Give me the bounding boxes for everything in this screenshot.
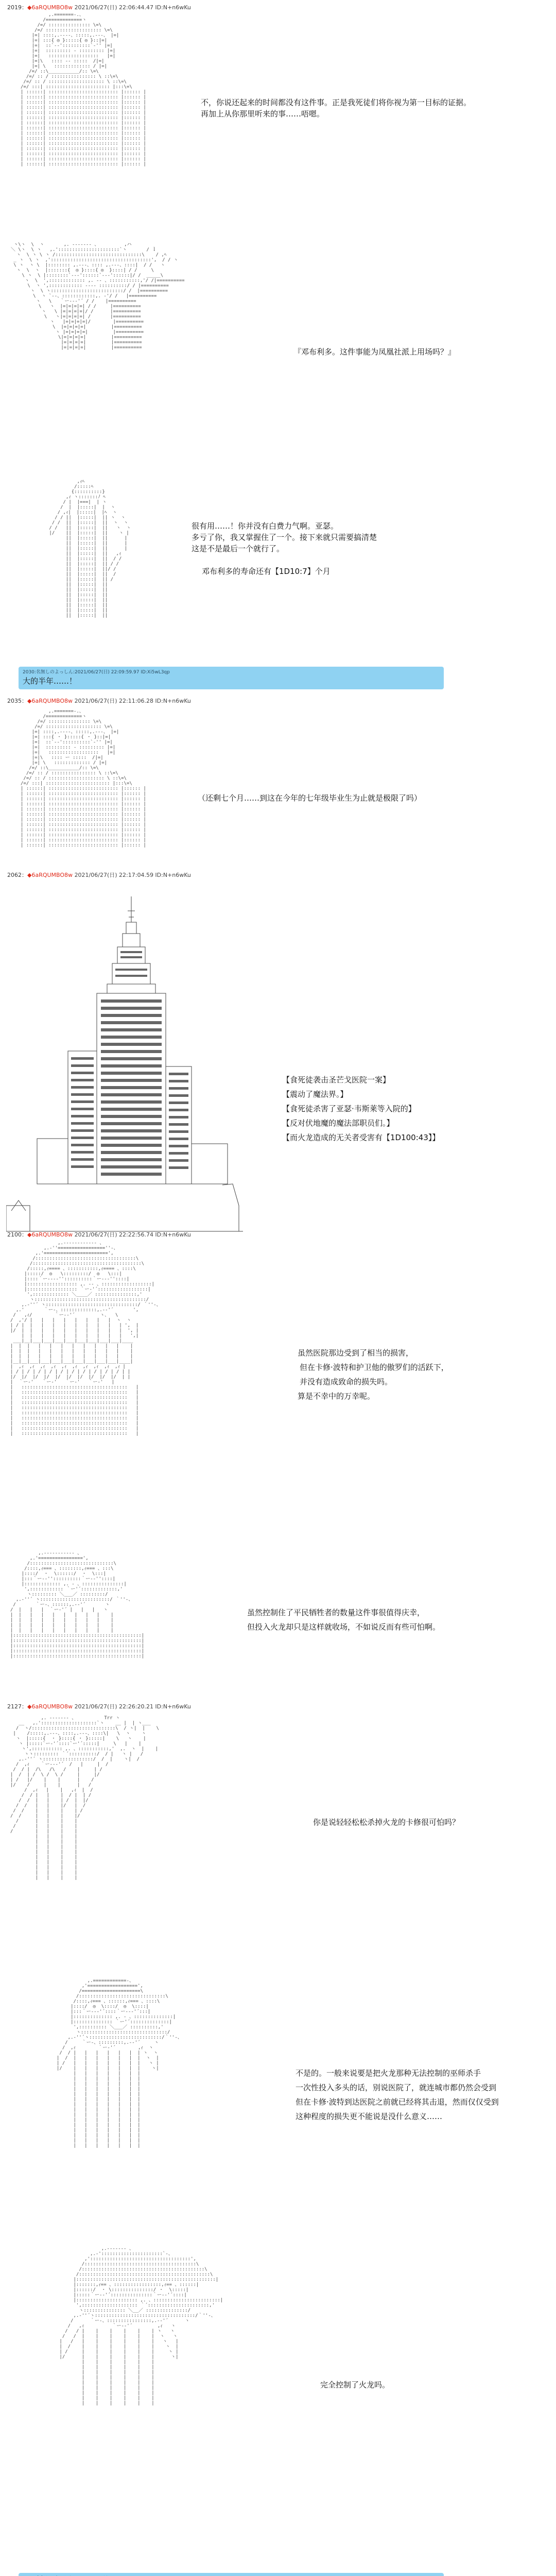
dialogue-text: 不，你说还起来的时间都没有这件事。正是我死徒们将你视为第一目标的证据。 再加上从你那里听来的事……唔嗯。: [201, 98, 472, 118]
ascii-art-figure: ,.-‐‐‐‐‐- 、 ,.-'::::::::::::::::::::::`-、 ,'::::::::::::::::::::::::::::::::::::', /::::::::::::::::::::::::::::::::::::::::\ /::::::::::::::::::::::::::::::::::::::::::::\ /:::::::::::::::::::::::::::::::::::::::::::::::\ |::::::::::::::::::::::::::::::::::::::::::::::::::| |:::::::,ｨ== 、:::::::::::::::::,ｨ== 、::::::| |::::::/ ・ \:::::::::::::::/ ・ \:::::| |:::::｀ー‐‐'´:::::::::::::::｀ー‐‐'´::::| |:::::::::::::::::::::: ,. 、::::::::::::::::::::::::| ',:::::::::::::::::::: ｀´::::::::::::::::::::::,' ヽ::::::::::::::: ＼__／ :::::::::::::::/ ,.-''´ヽ::::::::::::::::::::::::::::::::::::/｀''-、 / ｀ー-、::::::::::::::::,.-‐'´ ヽ / ,ｨ ｀ー‐‐'´ ,ｨ ヽ / / | | | | | | ヽ ヽ / / | | | | | | ヽ ヽ | / | | | | | | ヽ | | / | | | | | | ヽ | | / | | | | | | ヽ | |/ | | | | | | ヽ| | | | | | | | | | | | | | | | | | | | | | | | | | | | | | | | | | | | | | | | | | | | | | | | | | | | | | |: [59, 2246, 223, 2406]
ascii-art-figure: ,.-‐‐‐‐‐‐‐‐‐‐- 、 ,.-''=================''-、 ,.'=======================', /::::::::::::::::::::::::::::::::::::\ /:::::::::::::::::::::::::::::::::::::::\ /:::::,ｨ==== 、:::::::::::,ｨ==== 、::::\ |:::::/ ◎ \:::::::::/ ◎ \:::| |::::｀ー‐‐‐‐''::::::::::｀ー‐‐‐''::::| |:::::::::::::::::: ,. ‐‐ 、::::::::::::::::::| |:::::::::::::::::: ｀ー‐'´::::::::::::::::::| ',::::::::::::: ＼____／ :::::::::::::::,' ヽ::::::::::::::::::::::::::::::::::::::::/ ,.-''´ ヽ:::::::::::::::::::::::::::::::::/ ｀''-、 ,.' ｀ー-、:::::::::::::,.-‐'´ ', / ,ｨ/ ｀ー‐‐'´ ヽ､ \ / ,'/ | | | | | | | | ヽ ヽ | / | | | | | | | | | | ', | |/ | | | | | | | | | | ', | | | | | | | | | | | ',| ___|__|___|___|___|___|___|___|___|___|____ | | | | | | | | | | | | | | | | | | | | | | | | | | | | | | | | | | | | |__|__|___|___|___|___|___|___|___|___|____| | ,ｨ ,ｨ ,ｨ ,ｨ ,ｨ ,ｨ ,ｨ ,ｨ ,ｨ ,ｨ | | / | / | / | / | / | / | / | / | / | / | | |/ |/ |/ |/ |/ |/ |/ |/ |/ |/ | | | ｀ー‐' ｀ー‐' ｀ー‐' ｀ー‐' | | :::::::::::::::::::::::::::::::::::::: | | :::::::::::::::::::::::::::::::::::::: | | :::::::::::::::::::::::::::::::::::::: | | :::::::::::::::::::::::::::::::::::::: | | :::::::::::::::::::::::::::::::::::::: | | :::::::::::::::::::::::::::::::::::::: | | :::::::::::::::::::::::::::::::::::::: | | :::::::::::::::::::::::::::::::::::::: | | :::::::::::::::::::::::::::::::::::::: | | :::::::::::::::::::::::::::::::::::::: |: [10, 1241, 161, 1436]
ascii-art-figure: ,.=======-.、 /=============ヽ /=/ ::::::::::::::: \=\ /=/ :::::::::::::::::::: \=\ |=| ::::,.-‐‐-、:::::,.-‐-、 |=| |=| :::{ ・ }:::::{ ・ }::|=| |=| ::`‐‐'::::::::::`‐'' |=| |=| ::::::::: ‐ ::::::::: |=| |=| :::::::::::::::::: |=| |=|\ :::: ー ::::: /|=| |=| \ ::::::::::::: / |=| /=/ ::\___________/:: \=\ /=/ :: / :::::::::::::::: \ ::\=\ /=/ :: / :::::::::::::::::::: \ ::\=\ /=/ :::| ::::::::::::::::::::::: |:::\=\ | ::::::| ::::::::::::::::::::::::: |:::::: | | ::::::| ::::::::::::::::::::::::: |:::::: | | ::::::| ::::::::::::::::::::::::: |:::::: | | ::::::| ::::::::::::::::::::::::: |:::::: | | ::::::| ::::::::::::::::::::::::: |:::::: | | ::::::| ::::::::::::::::::::::::: |:::::: | | ::::::| ::::::::::::::::::::::::: |:::::: | | ::::::| ::::::::::::::::::::::::: |:::::: | | ::::::| ::::::::::::::::::::::::: |:::::: | | ::::::| ::::::::::::::::::::::::: |:::::: | | ::::::| ::::::::::::::::::::::::: |:::::: | | ::::::| ::::::::::::::::::::::::: |:::::: |: [21, 709, 146, 848]
ascii-art-figure: ,.-‐‐‐‐‐‐‐‐‐- 、 ,.'================', /::::::::::::::::::::::::::::::\ /::::,ｨ=== 、::::::::,ｨ=== 、:::\ |::::/ ・ \::::::/ ・ \:::| |:::｀ー‐‐''::::::::::｀ー‐‐''::::| |::::::::::::: ,. ‐ 、:::::::::::::::| ',:::::::::::: ｀ー'´:::::::::::::,' ヽ::::::::: ＼___／ :::::::::/ ,.-''´ ヽ:::::::::::::::::::::::::/ ｀''-、 / ｀ー-、::::::,.-‐'´ ヽ / | | | ｀ー‐'´ | | | ヽ | | | | | | | | | | | | | | | | | | | | | | | | | | | | | | | | | | | | | | | | |::::::::::::::::::::::::::::::::::::::::::::::| |::::::::::::::::::::::::::::::::::::::::::::::| |::::::::::::::::::::::::::::::::::::::::::::::| |::::::::::::::::::::::::::::::::::::::::::::::| |::::::::::::::::::::::::::::::::::::::::::::::|: [10, 1551, 145, 1659]
ascii-art-figure: ,ｨﾍ /:::::ﾍ {::::::::::} ,ｨ ヽ:::::::ﾉ ﾍ / | |===| | ヽ / | |:::::| | ヽ / ,ｨ| |:::::| |ﾍ ヽ / / || |:::::| || ヽ ヽ / / || |:::::| || ヽ ヽ / / || |:::::| || ヽ ヽ |/ || |:::::| || ヽ | || |:::::| || | || |:::::| || | || |:::::| || | || |:::::| || ,ｨ || |:::::| || / / || |:::::| || / / || |:::::| ||/ / || |:::::| || / || |:::::| || / || |:::::| || || |:::::| || || |:::::| || || |:::::| || || |:::::| || || |:::::| || || |:::::| ||: [49, 479, 131, 618]
dialogue-text: 完全控制了火龙吗。: [320, 2380, 390, 2389]
name-diamond: ◆6aRQUMBO8w: [27, 1703, 73, 1710]
name-diamond: ◆6aRQUMBO8w: [27, 1231, 73, 1238]
reply-note: [19, 2573, 444, 2576]
post-header: 2127：◆6aRQUMBO8w 2021/06/27(日) 22:26:20.21 ID:N+n6wKu: [7, 1703, 191, 1710]
dialogue-text: 虽然医院那边受到了相当的损害， 但在卡修·波特和护卫他的傲罗们的活跃下， 并没有造成致命的损失吗。 算是不幸中的万幸呢。: [298, 1348, 449, 1401]
dialogue-text: 不是的。一般来说要是把火龙那种无法控制的巫师杀手 一次性投入多头的话，别说医院了，就连城市都仍然会受到 但在卡修·波特到达医院之前就已经将其击退，然而仅仅受到 这种程度的损失更不能说是没什么意义……: [296, 2069, 499, 2121]
narration-text: 【食死徒袭击圣芒戈医院一案】 【震动了魔法界。】 【食死徒杀害了亚瑟·韦斯莱等入院的】 【反对伏地魔的魔法部职员们。】 【而火龙造成的无关者受害有【1D100:43】】: [282, 1075, 440, 1142]
ascii-art-figure: ,. -‐‐‐‐‐- 、 Trr ヽ __ ,.'::::::::::::::::::::`ヽ __ | | ヽ___ / ヽ/::::::::::::::::::::::::::::::\ / ヽ| | \ | /:::::,.-‐-、::::,.-‐-、::::\| \ ヽ ヽ ヽ |:::::{ ・ }::::{ ・ }:::::| \ ヽ | ヽ |:::::`ー‐'´::::`ー'´:::::| \ | | ヽ',::::::::::: ,. 、:::::::::::,' ,. ヽ | | ヽヽ::::::::: ｀´::::::::::/ / | ヽ | / ,.-''´ ヽ::::::::::::::::::/ / | ヽ| / / ,ｨ ｀ー‐‐‐'´ / | | / / / | /\ /\ / | | / | / | / \ / \ / | |/ | / |/ | | | / |/ / | | | / / ,ｨ | | ,ｨ | / / / | | | / | | / / / | | | / | |/ / / | | |/ | / / / | | | | / / / | | | |/ / | | | | / | | | | / | | | | | | | | | | | | | | | | | | | | | | | | | | | | | | | | | | | | | | | |: [10, 1716, 159, 1880]
monologue-text: （还剩七个月……到这在今年的七年级毕业生为止就是极限了吗）: [198, 793, 422, 803]
dialogue-text: 虽然控制住了平民牺牲者的数量这件事很值得庆幸， 但投入火龙却只是这样就收场，不如说反而有些可怕啊。: [247, 1608, 441, 1632]
post-header: 2035：◆6aRQUMBO8w 2021/06/27(日) 22:11:06.28 ID:N+n6wKu: [7, 698, 191, 704]
post-header: 2019：◆6aRQUMBO8w 2021/06/27(日) 22:06:44.47 ID:N+n6wKu: [7, 4, 191, 11]
name-diamond: ◆6aRQUMBO8w: [27, 4, 73, 11]
name-diamond: ◆6aRQUMBO8w: [27, 872, 73, 878]
post-header: 2062：◆6aRQUMBO8w 2021/06/27(日) 22:17:04.59 ID:N+n6wKu: [7, 872, 191, 878]
ascii-art-figure: ,.============-、 ,'==================', /=====================\ /:::::::::::::::::::::::::::::::\ /::::,ｨ=== 、::::::,ｨ=== 、::::\ |::::/ ◎ \::::/ ◎ \::::| |:::｀ー‐‐‐'´::::｀ー‐‐‐'´:::| |:::::::::::::: ,. ‐ 、::::::::::::::| |:::::::::::::: ｀ー'´::::::::::::::| ',:::::::::: ＼___／ ::::::::::,' ヽ:::::::::::::::::::::::::::::::/ ,.-''´ヽ::::::::::::::::::::::::::/｀''-、 / ｀ー-、:::::::::,.-‐'´ ヽ / ,ｨ ｀ー‐'´ ,ｨ ヽ / / | | | | | | | ヽ ヽ | / | | | | | | | ヽ | | / | | | | | | | ヽ | |/ | | | | | | | ヽ| | | | | | | | | | | | | | | | | | | | | | | | | | | | | | | | | | | | | | | | | | | | | | | | | | | | | | | | | | | | | | | | | | | | | | | | | | | | | | | | | | | | | | | | | | | | | | | | | | | | | | | | | |: [57, 1978, 182, 2148]
dialogue-text: 『邓布利多。这件事能为凤凰社派上用场吗？』: [293, 347, 456, 357]
dialogue-text: 很有用……！你并没有白费力气啊。亚瑟。 多亏了你，我又掌握住了一个。接下来就只需要搞清楚 这是不是最后一个就行了。 邓布利多的寿命还有【1D10:7】个月: [192, 521, 377, 576]
dialogue-text: 你是说轻轻松松杀掉火龙的卡修很可怕吗？: [313, 1818, 460, 1827]
dice-result-line: 邓布利多的寿命还有【1D10:7】个月: [202, 567, 331, 576]
post-header: 2100：◆6aRQUMBO8w 2021/06/27(日) 22:22:56.74 ID:N+n6wKu: [7, 1231, 191, 1238]
ascii-art-figure: ヽ\ヽ \ ヽ ,. -‐‐‐‐‐- 、 ,ハ ＼ \ヽ \ ヽ ,.'::::::::::::::::::::::`ヽ / ｌ ヽ \ ヽ \ ヽ /:::::::::::::::::::::::::::::::\ / ,ﾍ _ ヽ \ ヽ ,'::::::::::::::::::::::::::::::::::::', / / ヽ \ ヽ ヽ \ |:::::::: ,.-‐-、:::: ,.-‐-、::::| / / ヽ ヽ \ ヽ |:::::::{ ◎ }::::{ ◎ }::::| / / \ \ ヽ \ |::::::::`‐‐‐'::::::`‐‐‐'::::::|/ / _____\ ヽ \ ',::::::::::::: ,. ‐‐ 、:::::::::::,'/ /|========== \ ヽ ',:::::::::::: ‐‐‐‐ ::::::::::/ / |========== ヽ \ ヽ::::::::::::::::::::::::::/ / |========== \ ヽ `‐-、::::::::::::,. ‐'/ / |========== ヽ \ ｀ー‐‐‐'´ / / |========== \ ヽ |=|=|=|=| / / |========== ヽ \ |=|=|=|=|/ / |========== \ ヽ|=|=|=|=| / |========== ヽ |=|=|=|=|/ |========== \ |=|=|=|=| |========== ヽ |=|=|=|=| |========== \|=|=|=|=| |========== |=|=|=|=| |========== |=|=|=|=| |==========: [10, 242, 185, 350]
ascii-art-figure: ,.=======-.、 /=============ヽ /=/ ::::::::::::::: \=\ /=/ :::::::::::::::::::: \=\ |=| ::::,.-‐‐-、:::::,.-‐-、 |=| |=| :::{ ◎ }:::::{ ◎ }::|=| |=| ::`‐‐'::::::::::`‐'' |=| |=| ::::::::: ‐ ::::::::: |=| |=| :::::::::::::::::: |=| |=|\ :::: ‐‐ ::::: /|=| |=| \ ::::::::::::: / |=| /=/ ::\___________/:: \=\ /=/ :: / :::::::::::::::: \ ::\=\ /=/ :: / :::::::::::::::::::: \ ::\=\ /=/ :::| ::::::::::::::::::::::: |:::\=\ | ::::::| ::::::::::::::::::::::::: |:::::: | | ::::::| ::::::::::::::::::::::::: |:::::: | | ::::::| ::::::::::::::::::::::::: |:::::: | | ::::::| ::::::::::::::::::::::::: |:::::: | | ::::::| ::::::::::::::::::::::::: |:::::: | | ::::::| ::::::::::::::::::::::::: |:::::: | | ::::::| ::::::::::::::::::::::::: |:::::: | | ::::::| ::::::::::::::::::::::::: |:::::: | | ::::::| ::::::::::::::::::::::::: |:::::: | | ::::::| ::::::::::::::::::::::::: |:::::: | | ::::::| ::::::::::::::::::::::::: |:::::: | | ::::::| ::::::::::::::::::::::::: |:::::: | | ::::::| ::::::::::::::::::::::::: |:::::: | | ::::::| ::::::::::::::::::::::::: |:::::: | | ::::::| ::::::::::::::::::::::::: |:::::: |: [21, 12, 146, 167]
reply-note: 2030:名無しのよっしん:2021/06/27(日) 22:09:59.97 ID:Xi5wL3qp 大的半年……！: [19, 667, 444, 689]
hospital-tower-illustration: [6, 896, 243, 1234]
name-diamond: ◆6aRQUMBO8w: [27, 698, 73, 704]
